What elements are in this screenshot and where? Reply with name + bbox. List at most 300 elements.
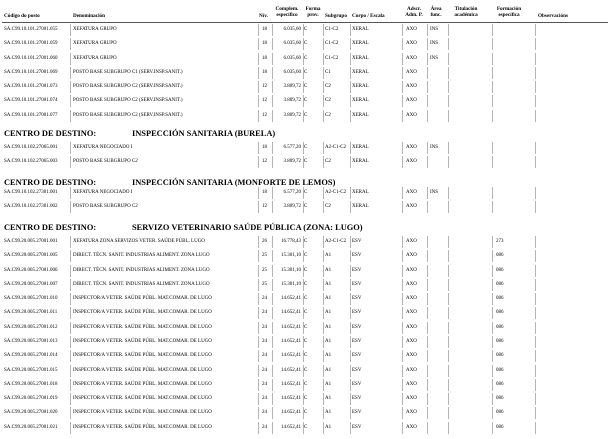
cell-formacion: 086 (496, 324, 504, 330)
column-rule (323, 307, 324, 319)
column-rule (350, 293, 351, 305)
column-rule (350, 422, 351, 434)
column-rule (448, 156, 449, 168)
column-rule (448, 95, 449, 107)
cell-corpo: ESV (352, 367, 362, 373)
cell-area: INS (430, 41, 439, 47)
cell-nivel: 18 (262, 69, 267, 75)
cell-subgrupo: A1 (325, 338, 332, 344)
column-rule (492, 322, 493, 334)
column-rule (535, 350, 536, 362)
column-rule (492, 142, 493, 154)
cell-complemento: 6.577,20 (283, 190, 301, 195)
cell-denominacion: POSTO BASE SUBGRUPO C1 (SERV.INSP.SANIT.) (73, 69, 183, 75)
cell-formacion: 086 (496, 310, 504, 316)
column-rule (448, 201, 449, 213)
cell-complemento: 15.301,10 (281, 253, 301, 259)
cell-denominacion: XEFATURA GRUPO (73, 55, 117, 61)
cell-corpo: ESV (352, 296, 362, 302)
table-row (0, 67, 615, 79)
cell-corpo: ESV (352, 239, 362, 244)
column-rule (492, 407, 493, 419)
cell-nivel: 24 (262, 381, 267, 387)
cell-denominacion: XEFATURA GRUPO (73, 27, 117, 32)
cell-codigo: SA.C99.20.005.27001.020 (4, 410, 58, 416)
table-row (0, 407, 615, 419)
cell-adscricion: AXO (406, 27, 417, 32)
column-rule (492, 307, 493, 319)
table-row (0, 336, 615, 348)
centro-destino-label: CENTRO DE DESTINO: (4, 129, 97, 138)
column-rule (535, 393, 536, 405)
cell-codigo: SA.C99.10.101.27001.060 (4, 55, 58, 61)
cell-forma: C (304, 98, 308, 104)
column-rule (70, 307, 71, 319)
column-rule (70, 38, 71, 50)
cell-subgrupo: A2-C1-C2 (325, 145, 347, 150)
column-rule (70, 379, 71, 391)
column-rule (427, 336, 428, 348)
column-rule (70, 293, 71, 305)
column-rule (70, 110, 71, 122)
column-rule (258, 293, 259, 305)
column-rule (492, 365, 493, 377)
table-row (0, 379, 615, 391)
column-rule (402, 393, 403, 405)
cell-nivel: 24 (262, 310, 267, 316)
cell-forma: C (304, 145, 308, 150)
column-rule (402, 156, 403, 168)
column-rule (535, 407, 536, 419)
cell-adscricion: AXO (406, 69, 417, 75)
column-rule (448, 142, 449, 154)
cell-denominacion: XEFATURA ZONA SERVIZOS VETER. SAÚDE PÚBL. LUGO (73, 239, 205, 244)
column-rule (350, 95, 351, 107)
column-rule (323, 250, 324, 262)
cell-codigo: SA.C99.10.102.27065.001 (4, 145, 58, 150)
column-rule (492, 38, 493, 50)
cell-nivel: 18 (262, 55, 267, 61)
cell-corpo: ESV (352, 396, 362, 402)
cell-subgrupo: A2-C1-C2 (325, 190, 347, 195)
column-rule (258, 81, 259, 93)
cell-corpo: XERAL (352, 41, 369, 47)
column-rule (427, 279, 428, 291)
cell-subgrupo: A1 (325, 281, 332, 287)
column-rule (535, 322, 536, 334)
column-rule (323, 24, 324, 36)
cell-complemento: 6.035,60 (283, 27, 301, 32)
cell-forma: C (304, 424, 308, 430)
column-rule (70, 350, 71, 362)
column-rule (258, 307, 259, 319)
cell-codigo: SA.C99.10.102.27065.003 (4, 159, 58, 165)
cell-complemento: 3.809,72 (283, 112, 301, 118)
cell-denominacion: XEFATURA NEGOCIADO I (73, 190, 133, 195)
column-rule (402, 201, 403, 213)
column-rule (70, 142, 71, 154)
header-observacions: Observacións (538, 13, 568, 19)
cell-codigo: SA.C99.10.101.27001.074 (4, 98, 58, 104)
column-rule (258, 265, 259, 277)
cell-forma: C (304, 267, 308, 273)
table-row (0, 350, 615, 362)
cell-complemento: 14.652,41 (281, 338, 301, 344)
cell-adscricion: AXO (406, 55, 417, 61)
table-row (0, 38, 615, 50)
cell-area: INS (430, 190, 439, 195)
cell-denominacion: INSPECTOR/A VETER. SAÚDE PÚBL. MAT.COMAR. DE LUGO (73, 410, 212, 416)
cell-forma: C (304, 55, 308, 61)
column-rule (448, 379, 449, 391)
column-rule (535, 24, 536, 36)
cell-subgrupo: A1 (325, 367, 332, 373)
cell-complemento: 14.652,41 (281, 381, 301, 387)
column-rule (258, 24, 259, 36)
cell-subgrupo: C2 (325, 98, 331, 104)
centro-destino-heading (0, 222, 615, 234)
column-rule (492, 95, 493, 107)
cell-subgrupo: A1 (325, 424, 332, 430)
column-rule (427, 307, 428, 319)
column-rule (402, 336, 403, 348)
cell-nivel: 18 (262, 190, 267, 195)
header-rule (2, 22, 608, 23)
table-row (0, 156, 615, 168)
column-rule (427, 95, 428, 107)
cell-codigo: SA.C99.20.005.27001.007 (4, 281, 58, 287)
column-rule (535, 265, 536, 277)
cell-codigo: SA.C99.20.005.27001.014 (4, 353, 58, 359)
cell-nivel: 18 (262, 145, 267, 150)
column-rule (492, 187, 493, 199)
column-rule (350, 236, 351, 248)
column-rule (402, 293, 403, 305)
column-rule (258, 393, 259, 405)
column-rule (535, 336, 536, 348)
column-rule (535, 95, 536, 107)
column-rule (448, 250, 449, 262)
cell-forma: C (304, 324, 308, 330)
column-rule (448, 38, 449, 50)
cell-nivel: 12 (262, 112, 267, 118)
cell-codigo: SA.C99.20.005.27001.019 (4, 396, 58, 402)
column-rule (350, 81, 351, 93)
cell-nivel: 25 (262, 267, 267, 273)
cell-corpo: ESV (352, 267, 362, 273)
column-rule (70, 187, 71, 199)
column-rule (448, 81, 449, 93)
cell-complemento: 14.652,41 (281, 424, 301, 430)
column-rule (448, 187, 449, 199)
cell-corpo: XERAL (352, 204, 369, 210)
cell-denominacion: POSTO BASE SUBGRUPO C2 (SERV.INSP.SANIT.) (73, 84, 183, 90)
cell-corpo: XERAL (352, 98, 369, 104)
cell-denominacion: INSPECTOR/A VETER. SAÚDE PÚBL. MAT.COMAR. DE LUGO (73, 324, 212, 330)
column-rule (258, 53, 259, 65)
header-subgrupo: Subgrupo (325, 13, 347, 19)
column-rule (402, 236, 403, 248)
centro-destino-name: SERVIZO VETERINARIO SAÚDE PÚBLICA (ZONA: LUGO) (132, 223, 363, 232)
cell-forma: C (304, 204, 308, 210)
cell-subgrupo: C2 (325, 112, 331, 118)
column-rule (350, 279, 351, 291)
cell-formacion: 086 (496, 267, 504, 273)
cell-adscricion: AXO (406, 145, 417, 150)
header-nivel: Nív. (259, 13, 268, 19)
cell-formacion: 086 (496, 253, 504, 259)
column-rule (323, 95, 324, 107)
cell-adscricion: AXO (406, 338, 417, 344)
column-rule (70, 53, 71, 65)
cell-formacion: 086 (496, 367, 504, 373)
column-rule (535, 250, 536, 262)
cell-subgrupo: C2 (325, 204, 331, 210)
table-row (0, 236, 615, 248)
column-rule (402, 187, 403, 199)
header-complemento: Complem. específico (275, 6, 299, 18)
cell-area: INS (430, 27, 439, 32)
cell-forma: C (304, 310, 308, 316)
column-rule (448, 67, 449, 79)
cell-adscricion: AXO (406, 98, 417, 104)
column-rule (492, 279, 493, 291)
cell-nivel: 18 (262, 41, 267, 47)
column-rule (492, 250, 493, 262)
cell-nivel: 12 (262, 84, 267, 90)
cell-forma: C (304, 159, 308, 165)
column-rule (427, 322, 428, 334)
cell-complemento: 6.035,60 (283, 41, 301, 47)
column-rule (258, 187, 259, 199)
column-rule (258, 336, 259, 348)
cell-corpo: ESV (352, 381, 362, 387)
column-rule (427, 67, 428, 79)
table-row (0, 365, 615, 377)
column-rule (323, 142, 324, 154)
cell-complemento: 3.809,72 (283, 98, 301, 104)
column-rule (323, 407, 324, 419)
cell-subgrupo: A1 (325, 396, 332, 402)
column-rule (323, 187, 324, 199)
centro-destino-name: INSPECCIÓN SANITARIA (MONFORTE DE LEMOS) (132, 178, 336, 187)
column-rule (402, 38, 403, 50)
cell-adscricion: AXO (406, 190, 417, 195)
column-rule (323, 336, 324, 348)
column-rule (535, 53, 536, 65)
cell-forma: C (304, 381, 308, 387)
table-row (0, 53, 615, 65)
column-rule (448, 322, 449, 334)
column-rule (350, 379, 351, 391)
column-rule (323, 422, 324, 434)
cell-denominacion: INSPECTOR/A VETER. SAÚDE PÚBL. MAT.COMAR. DE LUGO (73, 381, 212, 387)
column-rule (402, 250, 403, 262)
column-rule (350, 53, 351, 65)
column-rule (323, 201, 324, 213)
column-rule (350, 307, 351, 319)
column-rule (70, 201, 71, 213)
column-rule (402, 365, 403, 377)
column-rule (323, 67, 324, 79)
column-rule (427, 250, 428, 262)
table-row (0, 422, 615, 434)
cell-subgrupo: A1 (325, 353, 332, 359)
cell-denominacion: POSTO BASE SUBGRUPO C2 (73, 159, 138, 165)
cell-forma: C (304, 239, 308, 244)
column-rule (402, 322, 403, 334)
cell-nivel: 24 (262, 324, 267, 330)
cell-codigo: SA.C99.10.101.27001.059 (4, 41, 58, 47)
column-rule (70, 393, 71, 405)
column-rule (323, 38, 324, 50)
column-rule (258, 379, 259, 391)
column-rule (492, 110, 493, 122)
column-rule (492, 201, 493, 213)
column-rule (535, 307, 536, 319)
column-rule (402, 81, 403, 93)
column-rule (448, 407, 449, 419)
cell-adscricion: AXO (406, 267, 417, 273)
column-rule (492, 81, 493, 93)
cell-nivel: 24 (262, 296, 267, 302)
cell-formacion: 086 (496, 396, 504, 402)
column-rule (448, 350, 449, 362)
cell-formacion: 086 (496, 281, 504, 287)
column-rule (258, 95, 259, 107)
cell-adscricion: AXO (406, 381, 417, 387)
table-row (0, 293, 615, 305)
cell-codigo: SA.C99.20.005.27001.021 (4, 424, 58, 430)
column-rule (70, 265, 71, 277)
centro-destino-label: CENTRO DE DESTINO: (4, 223, 97, 232)
column-rule (350, 265, 351, 277)
cell-complemento: 14.652,41 (281, 396, 301, 402)
table-row (0, 95, 615, 107)
table-row (0, 265, 615, 277)
column-rule (350, 393, 351, 405)
cell-corpo: ESV (352, 353, 362, 359)
cell-codigo: SA.C99.10.102.27301.002 (4, 204, 58, 210)
column-rule (70, 279, 71, 291)
column-rule (402, 265, 403, 277)
column-rule (323, 350, 324, 362)
cell-adscricion: AXO (406, 159, 417, 165)
column-rule (350, 250, 351, 262)
column-rule (350, 350, 351, 362)
column-rule (492, 422, 493, 434)
cell-subgrupo: C2 (325, 84, 331, 90)
cell-subgrupo: C1 (325, 69, 331, 75)
cell-complemento: 14.652,41 (281, 367, 301, 373)
cell-codigo: SA.C99.10.102.27301.001 (4, 190, 58, 195)
cell-subgrupo: C1-C2 (325, 41, 339, 47)
cell-adscricion: AXO (406, 281, 417, 287)
cell-nivel: 25 (262, 281, 267, 287)
cell-subgrupo: A2-C1-C2 (325, 239, 347, 244)
cell-corpo: XERAL (352, 27, 369, 32)
column-rule (448, 393, 449, 405)
cell-corpo: ESV (352, 424, 362, 430)
cell-forma: C (304, 353, 308, 359)
column-rule (323, 81, 324, 93)
cell-nivel: 24 (262, 396, 267, 402)
column-rule (535, 293, 536, 305)
cell-forma: C (304, 338, 308, 344)
cell-nivel: 24 (262, 353, 267, 359)
column-rule (427, 142, 428, 154)
table-row (0, 307, 615, 319)
cell-adscricion: AXO (406, 253, 417, 259)
column-rule (402, 24, 403, 36)
column-rule (535, 365, 536, 377)
cell-denominacion: DIRECT. TÉCN. SANIT. INDUSTRIAS ALIMENT. ZONA LUGO (73, 267, 210, 273)
cell-formacion: 086 (496, 296, 504, 302)
cell-forma: C (304, 396, 308, 402)
column-rule (402, 142, 403, 154)
column-rule (492, 265, 493, 277)
cell-corpo: ESV (352, 310, 362, 316)
cell-codigo: SA.C99.20.005.27001.011 (4, 310, 58, 316)
column-rule (258, 422, 259, 434)
column-rule (492, 67, 493, 79)
column-rule (258, 407, 259, 419)
column-rule (70, 67, 71, 79)
cell-complemento: 14.652,41 (281, 410, 301, 416)
column-rule (70, 407, 71, 419)
column-rule (427, 236, 428, 248)
cell-complemento: 14.652,41 (281, 324, 301, 330)
column-rule (535, 279, 536, 291)
cell-corpo: ESV (352, 338, 362, 344)
cell-denominacion: INSPECTOR/A VETER. SAÚDE PÚBL. MAT.COMAR. DE LUGO (73, 353, 212, 359)
column-rule (448, 422, 449, 434)
cell-forma: C (304, 69, 308, 75)
cell-subgrupo: C2 (325, 159, 331, 165)
cell-denominacion: INSPECTOR/A VETER. SAÚDE PÚBL. MAT.COMAR. DE LUGO (73, 296, 212, 302)
cell-codigo: SA.C99.20.005.27001.012 (4, 324, 58, 330)
cell-denominacion: POSTO BASE SUBGRUPO C2 (SERV.INSP.SANIT.) (73, 98, 183, 104)
cell-codigo: SA.C99.10.101.27001.055 (4, 27, 58, 32)
column-rule (402, 110, 403, 122)
cell-denominacion: INSPECTOR/A VETER. SAÚDE PÚBL. MAT.COMAR. DE LUGO (73, 310, 212, 316)
column-rule (323, 393, 324, 405)
cell-corpo: XERAL (352, 112, 369, 118)
cell-codigo: SA.C99.10.101.27001.069 (4, 69, 58, 75)
cell-forma: C (304, 281, 308, 287)
column-rule (492, 393, 493, 405)
cell-subgrupo: A1 (325, 296, 332, 302)
header-corpo: Corpo / Escala (352, 13, 385, 19)
column-rule (258, 156, 259, 168)
column-rule (402, 407, 403, 419)
column-rule (448, 365, 449, 377)
cell-complemento: 14.652,41 (281, 296, 301, 302)
cell-complemento: 14.652,41 (281, 310, 301, 316)
column-rule (448, 110, 449, 122)
cell-adscricion: AXO (406, 396, 417, 402)
cell-codigo: SA.C99.10.101.27001.077 (4, 112, 58, 118)
column-rule (492, 53, 493, 65)
column-rule (258, 279, 259, 291)
cell-complemento: 6.035,60 (283, 69, 301, 75)
cell-forma: C (304, 367, 308, 373)
column-rule (323, 293, 324, 305)
cell-corpo: ESV (352, 410, 362, 416)
cell-forma: C (304, 410, 308, 416)
column-rule (70, 24, 71, 36)
header-titulacion: Titulación académica (454, 6, 478, 18)
